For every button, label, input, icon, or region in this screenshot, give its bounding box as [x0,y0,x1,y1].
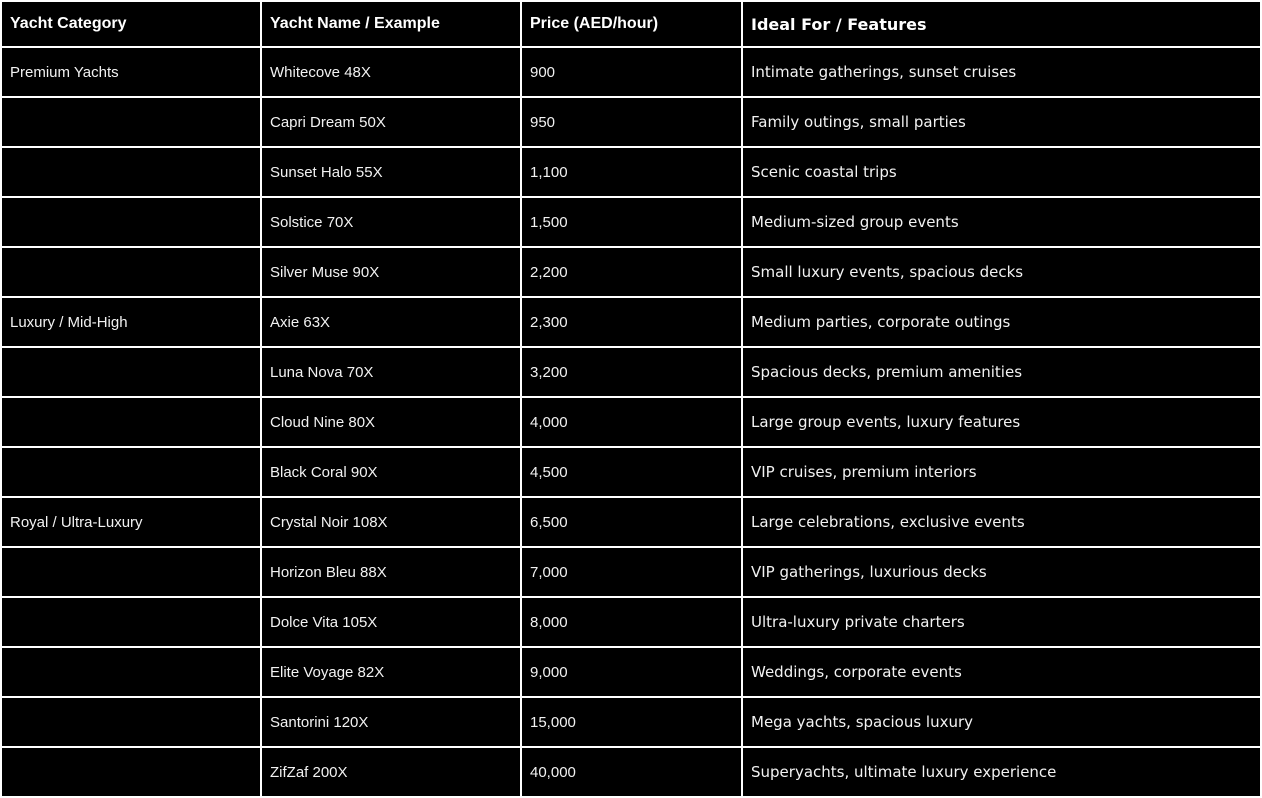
column-header-price: Price (AED/hour) [521,1,742,47]
table-body [1,47,1261,797]
cell-features: Ultra-luxury private charters [742,597,1261,647]
cell-features: Intimate gatherings, sunset cruises [742,47,1261,97]
cell-price: 6,500 [521,497,742,547]
cell-yacht-name: Crystal Noir 108X [261,497,521,547]
cell-yacht-category [1,197,261,247]
cell-yacht-category [1,697,261,747]
table-row [1,397,1261,447]
table-row [1,597,1261,647]
cell-yacht-category [1,247,261,297]
cell-price: 2,300 [521,297,742,347]
cell-features: Medium-sized group events [742,197,1261,247]
cell-yacht-name: Capri Dream 50X [261,97,521,147]
cell-yacht-name: Silver Muse 90X [261,247,521,297]
table-row [1,647,1261,697]
cell-price: 1,100 [521,147,742,197]
header-row [1,1,1261,47]
cell-yacht-category [1,147,261,197]
cell-yacht-name: Luna Nova 70X [261,347,521,397]
cell-features: VIP cruises, premium interiors [742,447,1261,497]
column-header-yacht-category: Yacht Category [1,1,261,47]
table-row [1,297,1261,347]
cell-features: Weddings, corporate events [742,647,1261,697]
cell-price: 4,500 [521,447,742,497]
cell-features: Spacious decks, premium amenities [742,347,1261,397]
cell-yacht-name: Sunset Halo 55X [261,147,521,197]
cell-yacht-name: Cloud Nine 80X [261,397,521,447]
cell-price: 3,200 [521,347,742,397]
cell-yacht-category: Royal / Ultra-Luxury [1,497,261,547]
cell-yacht-category [1,647,261,697]
cell-yacht-category [1,347,261,397]
cell-price: 2,200 [521,247,742,297]
column-header-yacht-name: Yacht Name / Example [261,1,521,47]
cell-features: VIP gatherings, luxurious decks [742,547,1261,597]
cell-features: Large group events, luxury features [742,397,1261,447]
cell-features: Superyachts, ultimate luxury experience [742,747,1261,797]
cell-yacht-category [1,547,261,597]
cell-yacht-name: Black Coral 90X [261,447,521,497]
table-row [1,497,1261,547]
cell-price: 1,500 [521,197,742,247]
cell-yacht-category [1,97,261,147]
cell-features: Mega yachts, spacious luxury [742,697,1261,747]
table-row [1,697,1261,747]
cell-features: Medium parties, corporate outings [742,297,1261,347]
table-row [1,547,1261,597]
cell-yacht-name: Horizon Bleu 88X [261,547,521,597]
cell-price: 40,000 [521,747,742,797]
cell-features: Small luxury events, spacious decks [742,247,1261,297]
table-row [1,747,1261,797]
cell-yacht-category [1,747,261,797]
cell-features: Scenic coastal trips [742,147,1261,197]
cell-yacht-category [1,597,261,647]
table-row [1,247,1261,297]
cell-price: 7,000 [521,547,742,597]
cell-yacht-category: Premium Yachts [1,47,261,97]
cell-price: 15,000 [521,697,742,747]
cell-features: Large celebrations, exclusive events [742,497,1261,547]
cell-yacht-name: Solstice 70X [261,197,521,247]
cell-price: 950 [521,97,742,147]
cell-features: Family outings, small parties [742,97,1261,147]
cell-price: 9,000 [521,647,742,697]
table-row [1,97,1261,147]
cell-yacht-name: Elite Voyage 82X [261,647,521,697]
cell-price: 4,000 [521,397,742,447]
cell-yacht-name: Dolce Vita 105X [261,597,521,647]
cell-yacht-name: Santorini 120X [261,697,521,747]
cell-yacht-category [1,397,261,447]
cell-yacht-name: Whitecove 48X [261,47,521,97]
cell-price: 900 [521,47,742,97]
cell-price: 8,000 [521,597,742,647]
table-row [1,147,1261,197]
table-row [1,447,1261,497]
cell-yacht-name: ZifZaf 200X [261,747,521,797]
table-row [1,197,1261,247]
cell-yacht-name: Axie 63X [261,297,521,347]
table-row [1,347,1261,397]
table-row [1,47,1261,97]
cell-yacht-category [1,447,261,497]
cell-yacht-category: Luxury / Mid-High [1,297,261,347]
column-header-features: Ideal For / Features [742,1,1261,47]
